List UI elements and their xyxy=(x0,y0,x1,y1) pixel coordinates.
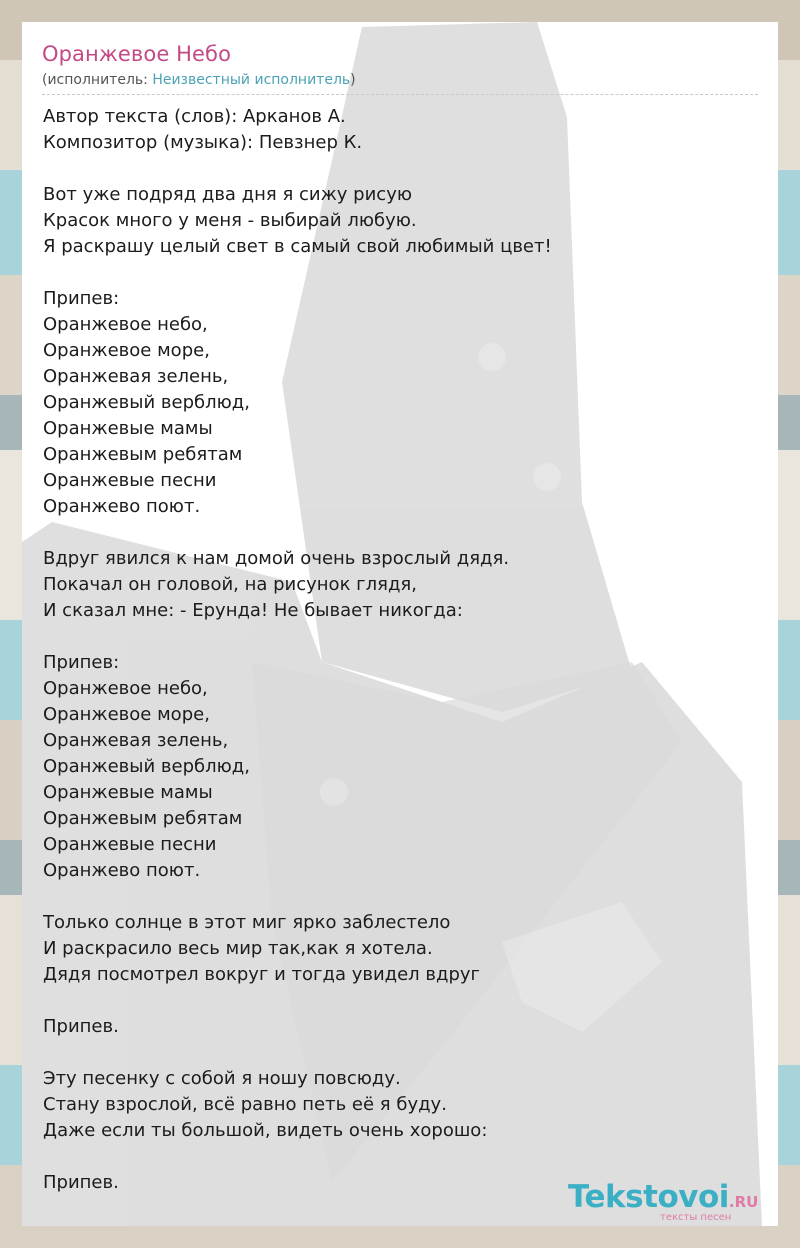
lyric-line: Вот уже подряд два дня я сижу рисую xyxy=(43,184,413,205)
lyric-line: Оранжевым ребятам xyxy=(43,444,243,465)
lyric-line: Оранжевая зелень, xyxy=(43,730,229,751)
lyric-line xyxy=(43,520,743,546)
lyric-line: Припев. xyxy=(43,1172,119,1193)
lyric-line: Оранжево поют. xyxy=(43,860,201,881)
lyric-line: И сказал мне: - Ерунда! Не бывает никогда: xyxy=(43,600,463,621)
artist-suffix: ) xyxy=(350,72,356,88)
lyric-line: Оранжевое море, xyxy=(43,340,210,361)
lyric-line: Оранжевые песни xyxy=(43,834,217,855)
lyric-line: Эту песенку с собой я ношу повсюду. xyxy=(43,1068,401,1089)
artist-link[interactable]: Неизвестный исполнитель xyxy=(152,72,351,88)
lyric-line: Покачал он головой, на рисунок глядя, xyxy=(43,574,417,595)
lyric-line: Припев: xyxy=(43,288,120,309)
lyric-line: Только солнце в этот миг ярко заблестело xyxy=(43,912,451,933)
logo-domain: .RU xyxy=(728,1193,759,1211)
lyric-line: Припев. xyxy=(43,1016,119,1037)
lyrics-card xyxy=(22,22,778,1226)
lyric-line: Оранжевый верблюд, xyxy=(43,392,250,413)
lyric-line: Вдруг явился к нам домой очень взрослый дядя. xyxy=(43,548,510,569)
logo-tagline: тексты песен xyxy=(660,1212,732,1223)
title-divider xyxy=(42,94,758,95)
artist-prefix: (исполнитель: xyxy=(42,72,153,88)
lyric-line: Даже если ты большой, видеть очень хорошо: xyxy=(43,1120,488,1141)
lyric-line: Оранжевые мамы xyxy=(43,782,213,803)
lyric-line: Припев: xyxy=(43,652,120,673)
lyric-line: Я раскрашу целый свет в самый свой любимый цвет! xyxy=(43,236,552,257)
lyric-line: Оранжевая зелень, xyxy=(43,366,229,387)
lyric-line: Оранжевый верблюд, xyxy=(43,756,250,777)
lyric-line: Стану взрослой, всё равно петь её я буду. xyxy=(43,1094,447,1115)
lyrics-text xyxy=(43,104,743,1196)
lyric-line: И раскрасило весь мир так,как я хотела. xyxy=(43,938,433,959)
lyric-line xyxy=(43,1040,743,1066)
lyric-line xyxy=(43,624,743,650)
lyric-line xyxy=(43,1144,743,1170)
lyric-line: Оранжевое море, xyxy=(43,704,210,725)
lyric-line: Композитор (музыка): Певзнер К. xyxy=(43,132,363,153)
site-logo[interactable] xyxy=(568,1179,759,1223)
lyric-line xyxy=(43,156,743,182)
lyric-line: Оранжевые песни xyxy=(43,470,217,491)
artist-line xyxy=(42,72,356,88)
lyric-line: Оранжевым ребятам xyxy=(43,808,243,829)
song-title[interactable]: Оранжевое Небо xyxy=(42,42,232,66)
lyric-line: Оранжевые мамы xyxy=(43,418,213,439)
lyric-line xyxy=(43,988,743,1014)
lyric-line xyxy=(43,884,743,910)
lyric-line xyxy=(43,260,743,286)
lyric-line: Красок много у меня - выбирай любую. xyxy=(43,210,417,231)
logo-name: Tekstovoi xyxy=(568,1179,729,1215)
lyric-line: Дядя посмотрел вокруг и тогда увидел вдруг xyxy=(43,964,480,985)
lyric-line: Оранжево поют. xyxy=(43,496,201,517)
lyric-line: Оранжевое небо, xyxy=(43,314,208,335)
lyric-line: Оранжевое небо, xyxy=(43,678,208,699)
lyric-line: Автор текста (слов): Арканов А. xyxy=(43,106,346,127)
